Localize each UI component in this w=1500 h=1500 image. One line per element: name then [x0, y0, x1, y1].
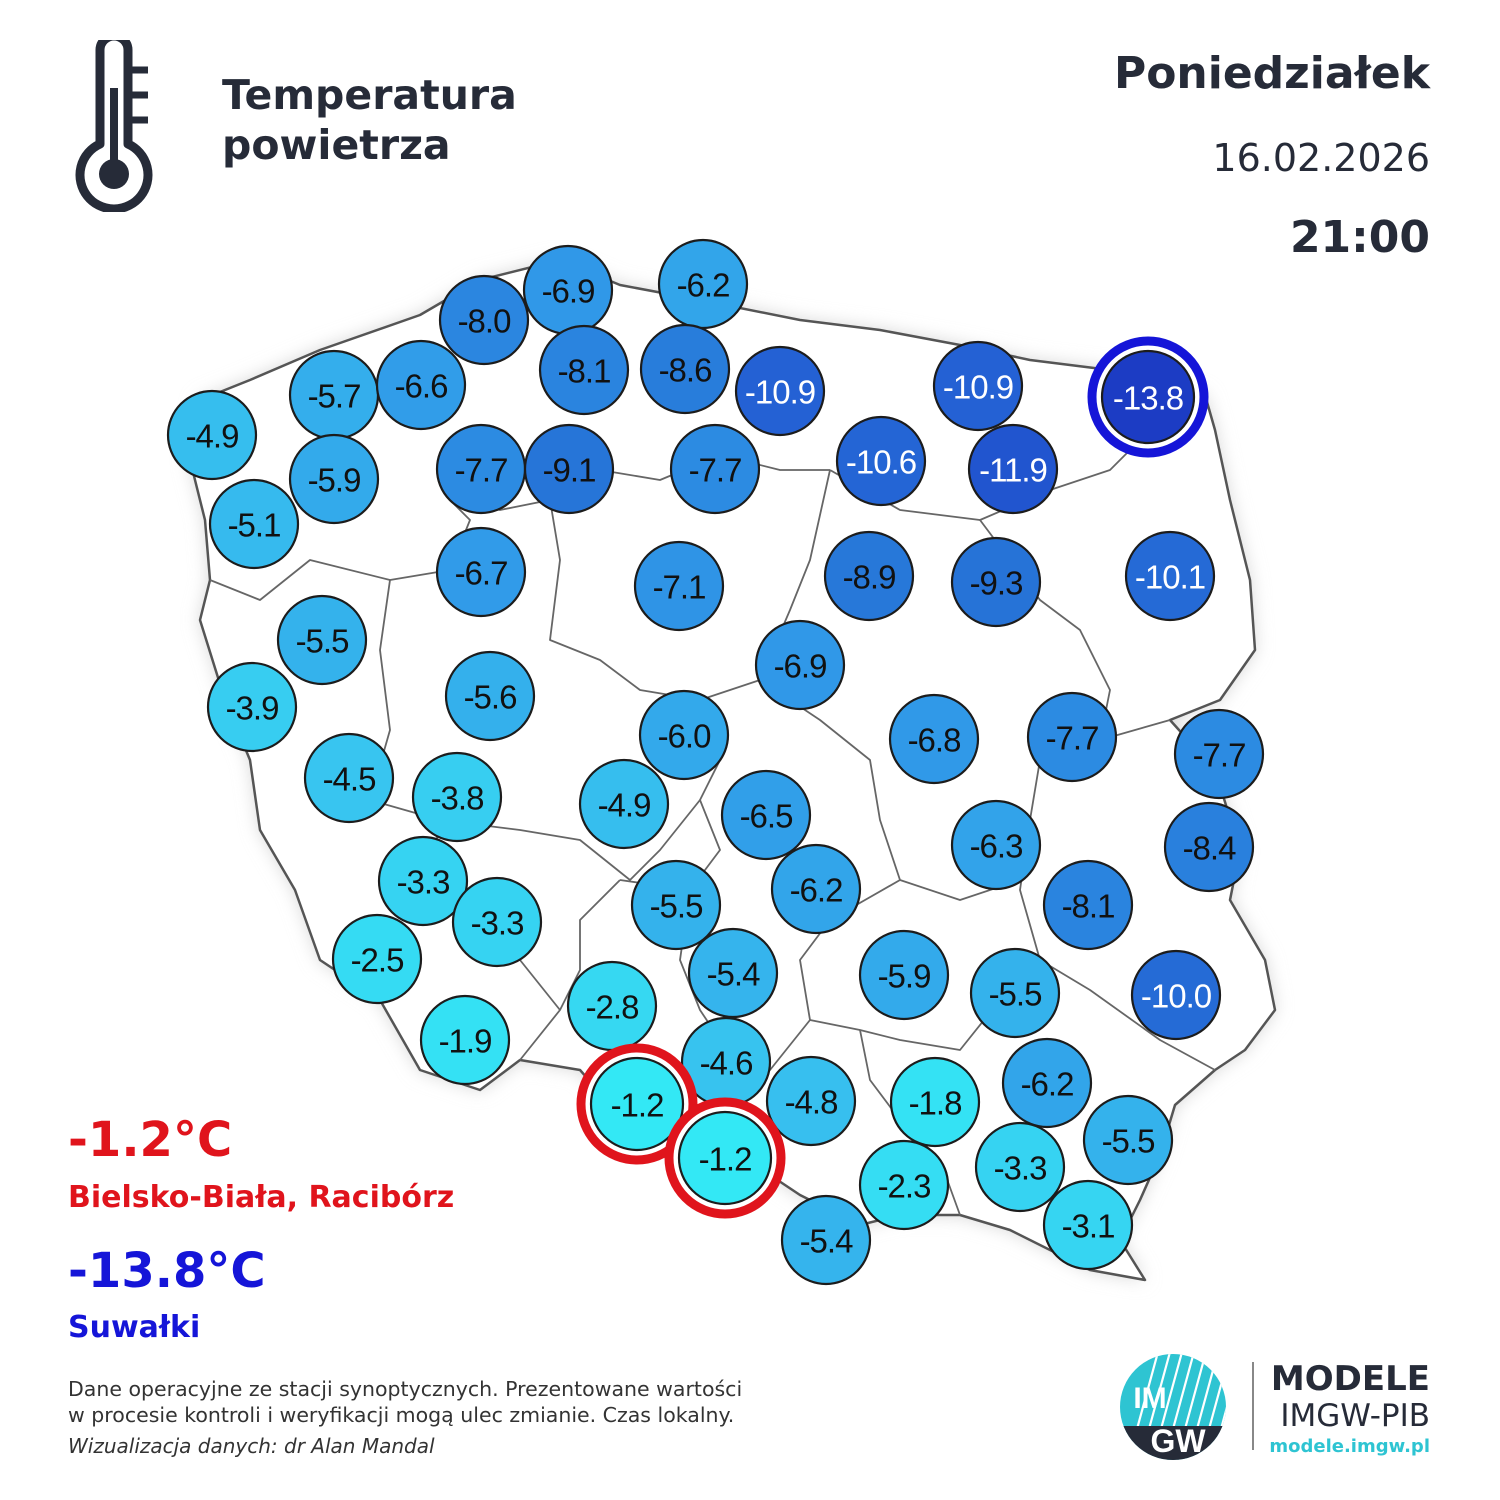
station-temperature: -6.9 — [773, 647, 827, 685]
station-marker — [1028, 693, 1116, 781]
brand-line1: MODELE — [1270, 1359, 1430, 1399]
logo-text-top: IM — [1133, 1382, 1167, 1415]
station-marker — [540, 326, 628, 414]
station-temperature: -6.2 — [676, 266, 730, 304]
station-temperature: -3.9 — [225, 689, 279, 727]
data-disclaimer — [68, 1376, 742, 1428]
station-temperature: -5.5 — [988, 975, 1042, 1013]
station-temperature: -10.0 — [1140, 977, 1212, 1015]
station-temperature: -8.1 — [557, 352, 611, 390]
station-marker — [290, 351, 378, 439]
station-marker — [1132, 951, 1220, 1039]
station-temperature: -6.9 — [541, 272, 595, 310]
station-marker — [305, 734, 393, 822]
station-temperature: -8.4 — [1182, 829, 1236, 867]
station-marker — [837, 417, 925, 505]
max-temp-stations: Bielsko-Biała, Racibórz — [68, 1180, 455, 1215]
station-temperature: -5.7 — [307, 377, 361, 415]
author-credit: Wizualizacja danych: dr Alan Mandal — [68, 1434, 435, 1458]
station-temperature: -3.3 — [396, 863, 450, 901]
station-marker — [568, 962, 656, 1050]
station-marker — [1126, 532, 1214, 620]
station-temperature: -6.8 — [907, 721, 961, 759]
station-marker — [640, 691, 728, 779]
station-temperature: -6.7 — [454, 554, 508, 592]
station-marker — [635, 542, 723, 630]
station-marker — [290, 435, 378, 523]
station-temperature: -2.5 — [350, 941, 404, 979]
station-marker — [1175, 710, 1263, 798]
station-marker — [440, 276, 528, 364]
station-temperature: -1.2 — [610, 1086, 664, 1124]
station-temperature: -5.9 — [877, 957, 931, 995]
station-temperature: -8.6 — [658, 351, 712, 389]
disclaimer-line1: Dane operacyjne ze stacji synoptycznych. Prezentowane wartości — [68, 1377, 743, 1401]
station-marker — [453, 878, 541, 966]
station-temperature: -6.6 — [394, 367, 448, 405]
station-temperature: -10.1 — [1134, 558, 1206, 596]
station-temperature: -1.9 — [438, 1022, 492, 1060]
brand — [1269, 1360, 1430, 1460]
station-temperature: -6.5 — [739, 797, 793, 835]
station-marker — [890, 695, 978, 783]
station-marker — [1003, 1039, 1091, 1127]
station-temperature: -2.3 — [877, 1167, 931, 1205]
station-marker — [722, 771, 810, 859]
station-marker — [969, 425, 1057, 513]
title-line2: powietrza — [222, 121, 451, 169]
station-marker — [1165, 803, 1253, 891]
station-temperature: -3.3 — [993, 1149, 1047, 1187]
station-temperature: -8.1 — [1061, 887, 1115, 925]
station-marker — [891, 1058, 979, 1146]
station-marker — [210, 480, 298, 568]
station-marker — [934, 342, 1022, 430]
time: 21:00 — [1289, 212, 1430, 263]
station-temperature: -11.9 — [979, 451, 1047, 489]
weekday: Poniedziałek — [1113, 48, 1430, 99]
station-marker — [671, 425, 759, 513]
station-temperature: -7.1 — [652, 568, 706, 606]
station-marker — [736, 347, 824, 435]
station-marker — [669, 1102, 781, 1214]
brand-line2: IMGW-PIB — [1280, 1398, 1430, 1434]
station-temperature: -10.9 — [744, 373, 816, 411]
station-marker — [782, 1196, 870, 1284]
station-temperature: -5.5 — [1101, 1122, 1155, 1160]
station-temperature: -6.0 — [657, 717, 711, 755]
station-temperature: -7.7 — [1192, 736, 1246, 774]
station-marker — [278, 596, 366, 684]
station-temperature: -4.9 — [185, 417, 239, 455]
station-marker — [952, 801, 1040, 889]
station-temperature: -5.5 — [295, 622, 349, 660]
station-temperature: -4.8 — [784, 1083, 838, 1121]
station-marker — [976, 1123, 1064, 1211]
station-marker — [413, 753, 501, 841]
station-marker — [333, 915, 421, 1003]
station-marker — [580, 760, 668, 848]
title-line1: Temperatura — [222, 71, 517, 119]
station-temperature: -3.8 — [430, 779, 484, 817]
station-marker — [860, 1141, 948, 1229]
station-marker — [525, 425, 613, 513]
imgw-logo — [1118, 1352, 1228, 1462]
station-marker — [524, 246, 612, 334]
station-marker — [689, 929, 777, 1017]
station-temperature: -10.9 — [942, 368, 1014, 406]
station-temperature: -6.2 — [1020, 1065, 1074, 1103]
station-temperature: -5.4 — [799, 1222, 853, 1260]
date: 16.02.2026 — [1212, 136, 1430, 180]
station-temperature: -3.3 — [470, 904, 524, 942]
station-temperature: -5.5 — [649, 887, 703, 925]
title — [222, 70, 517, 170]
station-marker — [1044, 1181, 1132, 1269]
station-temperature: -4.9 — [597, 786, 651, 824]
disclaimer-line2: w procesie kontroli i weryfikacji mogą ulec zmianie. Czas lokalny. — [68, 1403, 735, 1427]
station-temperature: -1.2 — [698, 1140, 752, 1178]
station-temperature: -5.1 — [227, 506, 281, 544]
min-temp-value: -13.8°C — [68, 1243, 266, 1299]
station-marker — [756, 621, 844, 709]
station-marker — [1084, 1096, 1172, 1184]
station-marker — [1092, 341, 1204, 453]
station-temperature: -7.7 — [688, 451, 742, 489]
station-marker — [952, 538, 1040, 626]
station-marker — [632, 861, 720, 949]
station-marker — [767, 1057, 855, 1145]
station-marker — [437, 425, 525, 513]
brand-url[interactable]: modele.imgw.pl — [1269, 1436, 1430, 1457]
brand-separator — [1252, 1362, 1254, 1450]
station-marker — [1044, 861, 1132, 949]
station-temperature: -8.0 — [457, 302, 511, 340]
station-temperature: -1.8 — [908, 1084, 962, 1122]
station-temperature: -7.7 — [1045, 719, 1099, 757]
station-temperature: -2.8 — [585, 988, 639, 1026]
station-temperature: -13.8 — [1112, 379, 1184, 417]
station-marker — [971, 949, 1059, 1037]
logo-text-bottom: GW — [1150, 1423, 1206, 1459]
station-marker — [377, 341, 465, 429]
min-temp-stations: Suwałki — [68, 1310, 201, 1345]
station-marker — [825, 532, 913, 620]
station-marker — [446, 652, 534, 740]
station-marker — [860, 931, 948, 1019]
station-temperature: -3.1 — [1061, 1207, 1115, 1245]
station-temperature: -5.4 — [706, 955, 760, 993]
station-marker — [168, 391, 256, 479]
station-temperature: -8.9 — [842, 558, 896, 596]
station-marker — [772, 845, 860, 933]
thermometer-icon — [72, 40, 156, 212]
station-temperature: -7.7 — [454, 451, 508, 489]
station-temperature: -6.3 — [969, 827, 1023, 865]
station-temperature: -5.6 — [463, 678, 517, 716]
max-temp-value: -1.2°C — [68, 1112, 233, 1168]
station-markers — [168, 240, 1263, 1284]
station-temperature: -5.9 — [307, 461, 361, 499]
station-marker — [437, 528, 525, 616]
station-temperature: -10.6 — [845, 443, 917, 481]
station-temperature: -9.3 — [969, 564, 1023, 602]
station-marker — [641, 325, 729, 413]
station-temperature: -6.2 — [789, 871, 843, 909]
station-marker — [659, 240, 747, 328]
station-temperature: -4.5 — [322, 760, 376, 798]
station-temperature: -9.1 — [542, 451, 596, 489]
station-marker — [208, 663, 296, 751]
station-marker — [421, 996, 509, 1084]
station-temperature: -4.6 — [699, 1044, 753, 1082]
